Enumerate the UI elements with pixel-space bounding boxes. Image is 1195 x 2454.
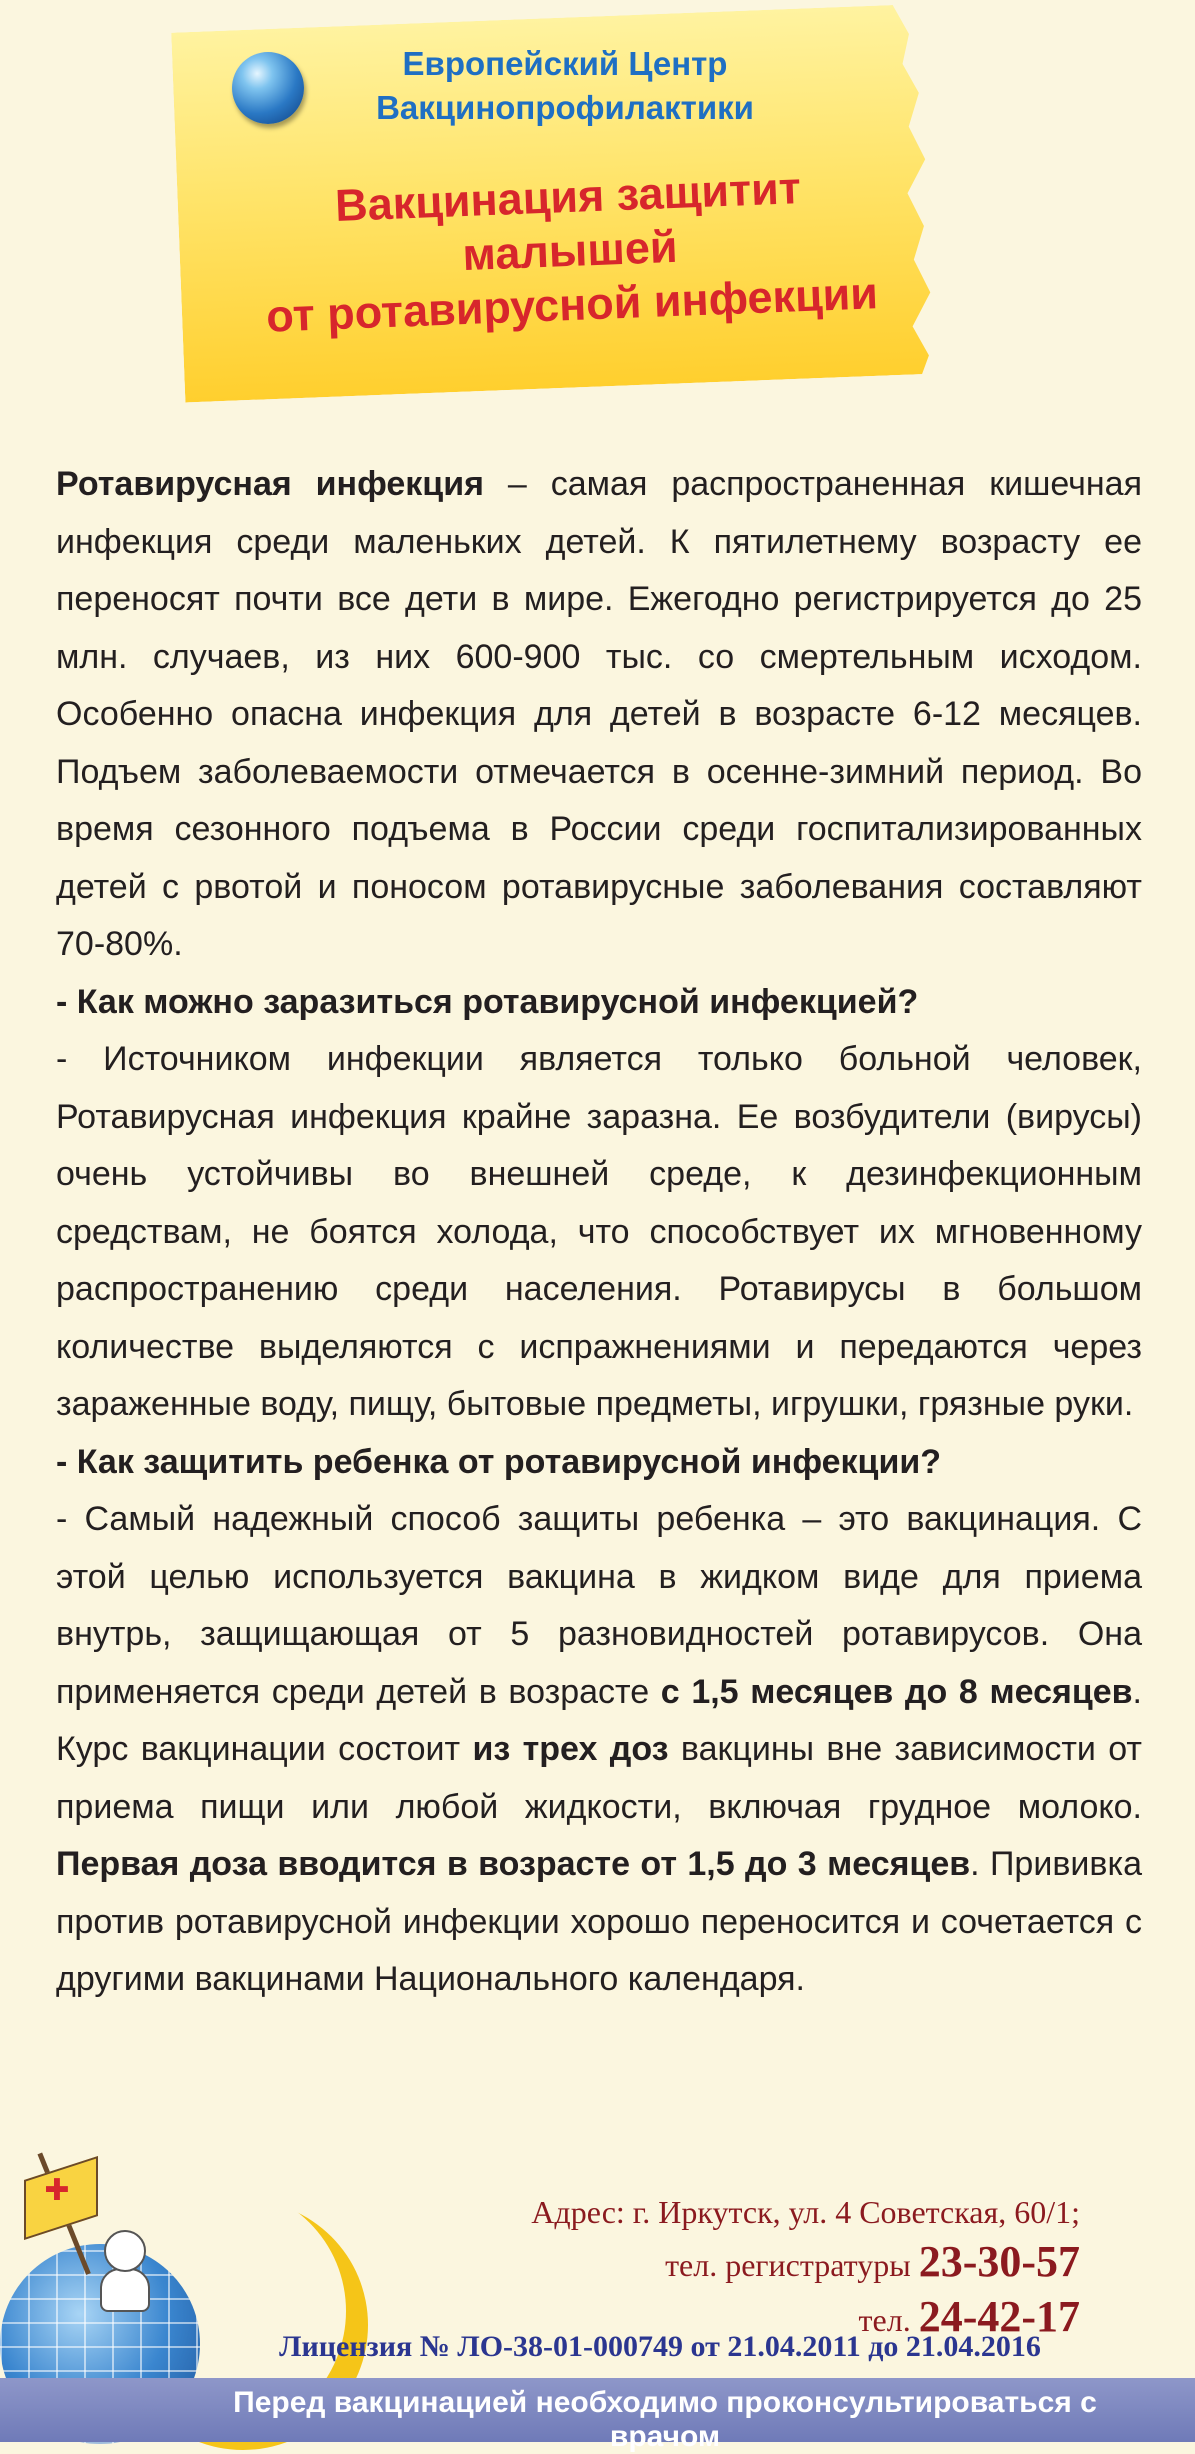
- phone-second-number: 24-42-17: [918, 2292, 1080, 2341]
- mascot-body: [100, 2268, 150, 2312]
- question-1: [56, 974, 1142, 1032]
- slogan-line1: Вакцинация защитит: [334, 162, 802, 231]
- phone-registry: [300, 2236, 1080, 2291]
- answer-2-doses: из трех доз: [472, 1730, 669, 1768]
- answer-2-part2: . Курс вакцинации состоит: [56, 1672, 1142, 1768]
- intro-text: – самая распространенная кишечная инфекция среди маленьких детей. К пятилетнему возрасту ее переносят почти все дети в мире. Ежегодно регистрируется до 25 млн. случаев, из них 600-900 тыс. со смертельным исходом. Особенно опасна инфекция для детей в возрасте 6-12 месяцев. Подъем заболеваемости отмечается в осенне-зимний период. Во время сезонного подъема в России среди госпитализированных детей с рвотой и поносом ротавирусные заболевания составляют 70-80%.: [56, 465, 1142, 963]
- contact-block: [300, 2188, 1080, 2346]
- mascot-head: [104, 2230, 146, 2272]
- intro-paragraph: [56, 456, 1142, 974]
- question-1-text: - Как можно заразиться ротавирусной инфекцией?: [56, 982, 919, 1021]
- center-name-line2: Вакцинопрофилактики: [376, 89, 754, 126]
- answer-1: - Источником инфекции является только больной человек, Ротавирусная инфекция крайне заразна. Ее возбудители (вирусы) очень устойчивы во внешней среде, к дезинфекционным средствам, не боятся холода, что способствует их мгновенному распространению среди населения. Ротавирусы в большом количестве выделяются с испражнениями и передаются через зараженные воду, пищу, бытовые предметы, игрушки, грязные руки.: [56, 1040, 1142, 1423]
- question-2: [56, 1434, 1142, 1492]
- slogan-line3: от ротавирусной инфекции: [265, 267, 879, 342]
- answer-2-age-range: с 1,5 месяцев до 8 месяцев: [660, 1672, 1133, 1711]
- slogan: [187, 155, 953, 346]
- center-name-line1: Европейский Центр: [402, 45, 728, 82]
- phone-registry-number: 23-30-57: [918, 2237, 1080, 2286]
- slogan-line2: малышей: [461, 220, 679, 281]
- phone-registry-label: тел. регистратуры: [665, 2247, 919, 2283]
- center-name: [330, 42, 800, 130]
- intro-term: Ротавирусная инфекция: [56, 465, 484, 503]
- answer-2-part1: - Самый надежный способ защиты ребенка – это вакцинация. С этой целью используется вакцина в жидком виде для приема внутрь, защищающая от 5 разновидностей ротавирусов. Она применяется среди детей в возрасте: [56, 1500, 1142, 1711]
- license-line: Лицензия № ЛО-38-01-000749 от 21.04.2011 до 21.04.2016: [279, 2330, 1041, 2363]
- blue-ball-icon: [232, 52, 304, 124]
- article-body: [56, 456, 1142, 2009]
- answer-2-part4: . Прививка против ротавирусной инфекции хорошо переносится и сочетается с другими вакцинами Национального календаря.: [56, 1845, 1142, 1998]
- answer-2-part3: вакцины вне зависимости от приема пищи или любой жидкости, включая грудное молоко.: [56, 1730, 1142, 1826]
- question-2-text: - Как защитить ребенка от ротавирусной инфекции?: [56, 1442, 942, 1481]
- address: Адрес: г. Иркутск, ул. 4 Советская, 60/1;: [531, 2194, 1080, 2230]
- phone-second-label: тел.: [858, 2302, 919, 2338]
- consult-notice: Перед вакцинацией необходимо проконсультироваться с врачом: [233, 2386, 1097, 2453]
- red-cross-icon: ✚: [44, 2174, 70, 2207]
- answer-2: [56, 1491, 1142, 2009]
- answer-2-first-dose: Первая доза вводится в возрасте от 1,5 до 3 месяцев: [56, 1845, 971, 1883]
